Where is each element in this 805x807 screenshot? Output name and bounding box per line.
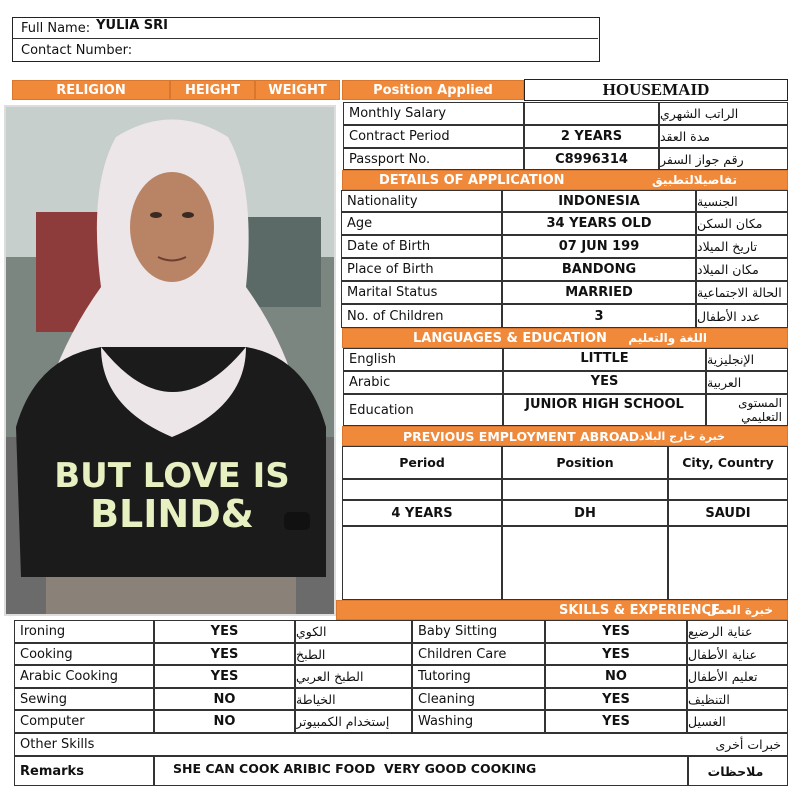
detail-label: Place of Birth xyxy=(341,258,502,281)
position-applied-value xyxy=(524,79,788,101)
skill-value: YES xyxy=(545,620,687,643)
other-skills-label: Other Skills xyxy=(20,737,95,752)
skill-arabic: الطبخ العربي xyxy=(295,665,412,688)
employment-cell xyxy=(342,526,502,600)
employment-header xyxy=(342,426,788,446)
skill-label: Cleaning xyxy=(412,688,545,710)
position-applied-header: Position Applied xyxy=(342,80,524,100)
english-value: LITTLE xyxy=(503,348,706,371)
full-name-label: Full Name: xyxy=(21,20,91,36)
employment-cell: SAUDI xyxy=(668,500,788,526)
monthly-salary-value xyxy=(524,102,659,125)
languages-header-ar: اللغة والتعليم xyxy=(628,331,707,345)
skill-value: YES xyxy=(545,643,687,665)
detail-arabic: عدد الأطفال xyxy=(696,304,788,328)
contract-period-arabic: مدة العقد xyxy=(659,125,788,148)
detail-value: INDONESIA xyxy=(502,190,696,212)
contact-label: Contact Number: xyxy=(21,43,133,58)
skill-label: Tutoring xyxy=(412,665,545,688)
employment-column-header: Period xyxy=(342,446,502,479)
employment-cell xyxy=(502,526,668,600)
languages-header-en: LANGUAGES & EDUCATION xyxy=(413,330,607,346)
detail-label: No. of Children xyxy=(341,304,502,328)
skill-arabic: الخياطة xyxy=(295,688,412,710)
details-header-en: DETAILS OF APPLICATION xyxy=(379,172,565,188)
skills-header xyxy=(336,600,788,620)
skill-value: YES xyxy=(154,620,295,643)
details-header xyxy=(342,170,788,190)
height-header: HEIGHT xyxy=(170,80,255,100)
english-label: English xyxy=(343,348,503,371)
skill-label: Computer xyxy=(14,710,154,733)
skill-value: NO xyxy=(154,710,295,733)
weight-header: WEIGHT xyxy=(255,80,340,100)
detail-label: Marital Status xyxy=(341,281,502,304)
employment-column-header: City, Country xyxy=(668,446,788,479)
detail-label: Nationality xyxy=(341,190,502,212)
employment-column-header: Position xyxy=(502,446,668,479)
detail-label: Age xyxy=(341,212,502,235)
detail-value: 34 YEARS OLD xyxy=(502,212,696,235)
skill-label: Baby Sitting xyxy=(412,620,545,643)
remarks-arabic: ملاحظات xyxy=(688,756,788,786)
employment-header-ar: خبرة خارج البلاد xyxy=(638,429,725,443)
passport-value: C8996314 xyxy=(524,148,659,170)
photo-illustration xyxy=(6,107,336,616)
detail-arabic: الجنسية xyxy=(696,190,788,212)
remarks-label: Remarks xyxy=(14,756,154,786)
english-arabic: الإنجليزية xyxy=(706,348,788,371)
position-value-text: HOUSEMAID xyxy=(602,80,710,99)
skill-arabic: التنظيف xyxy=(687,688,788,710)
skill-label: Children Care xyxy=(412,643,545,665)
detail-value: 07 JUN 199 xyxy=(502,235,696,258)
svg-text:BUT LOVE IS: BUT LOVE IS xyxy=(54,456,290,496)
skill-value: NO xyxy=(154,688,295,710)
arabic-arabic: العربية xyxy=(706,371,788,394)
education-arabic xyxy=(706,394,788,426)
employment-cell: DH xyxy=(502,500,668,526)
skill-arabic: تعليم الأطفال xyxy=(687,665,788,688)
contract-period-value: 2 YEARS xyxy=(524,125,659,148)
applicant-photo xyxy=(4,105,336,616)
detail-arabic: تاريخ الميلاد xyxy=(696,235,788,258)
name-box xyxy=(12,17,600,62)
contract-period-label: Contract Period xyxy=(343,125,524,148)
remarks-text: SHE CAN COOK ARIBIC FOOD VERY GOOD COOKING xyxy=(173,761,537,776)
employment-cell xyxy=(342,479,502,500)
detail-arabic: الحالة الاجتماعية xyxy=(696,281,788,304)
education-arabic-line1: المستوى xyxy=(738,396,782,410)
employment-cell xyxy=(668,479,788,500)
skill-value: YES xyxy=(545,710,687,733)
full-name-value: YULIA SRI xyxy=(96,17,168,33)
education-label: Education xyxy=(343,394,503,426)
skill-arabic: عناية الأطفال xyxy=(687,643,788,665)
skill-value: YES xyxy=(154,665,295,688)
remarks-value xyxy=(154,756,688,786)
skill-value: YES xyxy=(154,643,295,665)
passport-arabic: رقم جواز السفر xyxy=(659,148,788,170)
employment-header-en: PREVIOUS EMPLOYMENT ABROAD xyxy=(403,428,640,444)
detail-arabic: مكان السكن xyxy=(696,212,788,235)
monthly-salary-label: Monthly Salary xyxy=(343,102,524,125)
religion-header: RELIGION xyxy=(12,80,170,100)
other-skills-arabic: خبرات أخرى xyxy=(715,737,781,752)
skill-label: Ironing xyxy=(14,620,154,643)
education-arabic-line2: التعليمي xyxy=(741,410,782,424)
skill-label: Washing xyxy=(412,710,545,733)
detail-value: MARRIED xyxy=(502,281,696,304)
skill-value: YES xyxy=(545,688,687,710)
passport-label: Passport No. xyxy=(343,148,524,170)
skill-label: Cooking xyxy=(14,643,154,665)
other-skills-row xyxy=(14,733,788,756)
skill-arabic: الطبخ xyxy=(295,643,412,665)
details-header-ar: تفاصيلالتطبيق xyxy=(652,173,737,187)
languages-header xyxy=(342,328,788,348)
arabic-label: Arabic xyxy=(343,371,503,394)
skills-header-en: SKILLS & EXPERIENCE xyxy=(559,602,720,618)
detail-label: Date of Birth xyxy=(341,235,502,258)
skill-arabic: الكوي xyxy=(295,620,412,643)
detail-value: 3 xyxy=(502,304,696,328)
education-value: JUNIOR HIGH SCHOOL xyxy=(503,394,706,426)
detail-value: BANDONG xyxy=(502,258,696,281)
skill-arabic: إستخدام الكمبيوتر xyxy=(295,710,412,733)
contact-row xyxy=(13,40,598,61)
full-name-row xyxy=(13,18,598,39)
skill-label: Arabic Cooking xyxy=(14,665,154,688)
skill-arabic: الغسيل xyxy=(687,710,788,733)
skill-arabic: عناية الرضيع xyxy=(687,620,788,643)
skills-header-ar: خبرة العمل xyxy=(706,603,773,617)
employment-cell xyxy=(502,479,668,500)
skill-label: Sewing xyxy=(14,688,154,710)
employment-cell xyxy=(668,526,788,600)
detail-arabic: مكان الميلاد xyxy=(696,258,788,281)
arabic-value: YES xyxy=(503,371,706,394)
skill-value: NO xyxy=(545,665,687,688)
monthly-salary-arabic: الراتب الشهري xyxy=(659,102,788,125)
employment-cell: 4 YEARS xyxy=(342,500,502,526)
svg-text:BLIND&: BLIND& xyxy=(90,492,254,536)
